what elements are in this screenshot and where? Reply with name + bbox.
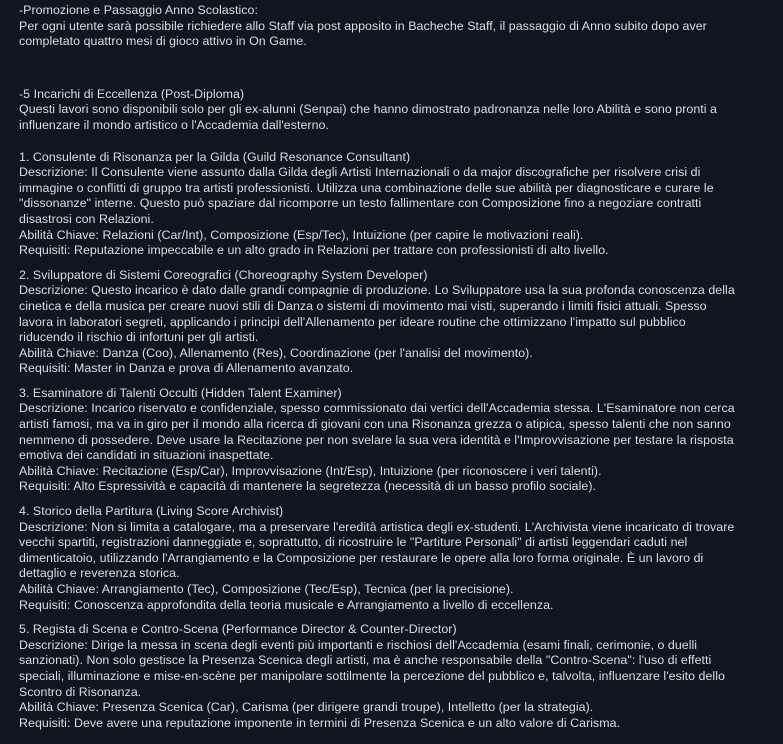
job-description-line: Descrizione: Il Consulente viene assunto dalla Gilda degli Artisti Internazionali o da major discografiche per risolvere crisi di xyxy=(19,165,701,180)
job-description-line: cinetica e della musica per creare nuovi stili di Danza o sistemi di movimento mai visti, superando i limiti fisici attuali. Spesso xyxy=(19,298,707,313)
excellence-intro-line: influenzare il mondo artistico o l'Accademia dall'esterno. xyxy=(19,117,329,132)
promotion-text-line: Per ogni utente sarà possibile richiedere allo Staff via post apposito in Bacheche Staff, il passaggio di Anno subito dopo aver xyxy=(19,18,707,33)
excellence-intro-line: Questi lavori sono disponibili solo per gli ex-alunni (Senpai) che hanno dimostrato padronanza nelle loro Abilità e sono pronti a xyxy=(19,102,717,117)
job-title: 4. Storico della Partitura (Living Score Archivist) xyxy=(19,504,284,519)
promotion-text-line: completato quattro mesi di gioco attivo in On Game. xyxy=(19,34,307,49)
promotion-paragraph xyxy=(19,3,779,50)
job-key-skills: Abilità Chiave: Danza (Coo), Allenamento (Res), Coordinazione (per l'analisi del movimento). xyxy=(19,345,533,360)
job-key-skills: Abilità Chiave: Arrangiamento (Tec), Composizione (Tec/Esp), Tecnica (per la precisione). xyxy=(19,582,514,596)
job-description-line: Descrizione: Incarico riservato e confidenziale, spesso commissionato dai vertici dell'Accademia stessa. L'Esaminatore non cerca xyxy=(19,401,735,416)
job-description-line: immagine o conflitti di gruppo tra artisti professionisti. Utilizza una combinazione delle sue abilità per diagnosticare e curare le xyxy=(19,180,714,195)
job-description-line: Scontro di Risonanza. xyxy=(19,684,142,699)
job-key-skills: Abilità Chiave: Recitazione (Esp/Car), Improvvisazione (Int/Esp), Intuizione (per riconoscere i veri talenti). xyxy=(19,463,602,478)
job-requirements: Requisiti: Master in Danza e prova di Allenamento avanzato. xyxy=(19,361,354,376)
job-description-line: nemmeno di possedere. Deve usare la Recitazione per non svelare la sua vera identità e l'Improvvisazione per testare la risposta xyxy=(19,432,734,447)
job-description-line: riducendo il rischio di infortuni per gli artisti. xyxy=(19,330,259,345)
job-title: 5. Regista di Scena e Contro-Scena (Performance Director & Counter-Director) xyxy=(19,622,457,637)
job-section-1 xyxy=(19,150,779,259)
job-requirements: Requisiti: Alto Espressività e capacità di mantenere la segretezza (necessità di un basso profilo sociale). xyxy=(19,479,596,494)
promotion-heading: -Promozione e Passaggio Anno Scolastico: xyxy=(19,3,258,17)
job-description-line: Descrizione: Dirige la messa in scena degli eventi più importanti e rischiosi dell'Accademia (esami finali, cerimonie, o duelli xyxy=(19,637,698,652)
job-section-4 xyxy=(19,504,779,613)
job-key-skills: Abilità Chiave: Presenza Scenica (Car), Carisma (per dirigere grandi troupe), Intelletto (per la strategia). xyxy=(19,700,594,715)
job-description-line: lavora in laboratori segreti, applicando i principi dell'Allenamento per ideare routine che ottimizzano l'impatto sul pubblico xyxy=(19,314,686,329)
excellence-header xyxy=(19,87,779,134)
job-section-2 xyxy=(19,268,779,377)
job-requirements: Requisiti: Conoscenza approfondita della teoria musicale e Arrangiamento a livello di eccellenza. xyxy=(19,597,554,612)
job-title: 2. Sviluppatore di Sistemi Coreografici (Choreography System Developer) xyxy=(19,267,428,282)
job-description-line: sanzionati). Non solo gestisce la Presenza Scenica degli artisti, ma è anche responsabile della "Contro-Scena": l'uso di effetti xyxy=(19,653,712,668)
job-requirements: Requisiti: Reputazione impeccabile e un alto grado in Relazioni per trattare con professionisti di alto livello. xyxy=(19,243,609,258)
job-key-skills: Abilità Chiave: Relazioni (Car/Int), Composizione (Esp/Tec), Intuizione (per capire le motivazioni reali). xyxy=(19,227,584,242)
job-description-line: "dissonanze" interne. Questo può spaziare dal ricomporre un testo fallimentare con Composizione fino a negoziare contratti xyxy=(19,196,702,211)
job-description-line: disastrosi con Relazioni. xyxy=(19,211,154,226)
excellence-heading: -5 Incarichi di Eccellenza (Post-Diploma) xyxy=(19,86,245,101)
job-description-line: artisti famosi, ma va in giro per il mondo alla ricerca di giovani con una Risonanza grezza o atipica, spesso talenti che non sanno xyxy=(19,417,731,432)
document-text xyxy=(19,3,779,731)
job-requirements: Requisiti: Deve avere una reputazione imponente in termini di Presenza Scenica e un alto valore di Carisma. xyxy=(19,715,621,730)
job-section-3 xyxy=(19,386,779,495)
job-description-line: vecchi spartiti, registrazioni danneggiate e, soprattutto, di ricostruire le "Partiture Personali" di artisti leggendari caduti nel xyxy=(19,535,688,550)
job-description-line: dimenticatoio, utilizzando l'Arrangiamento e la Composizione per restaurare le opere alla loro forma originale. È un lavoro di xyxy=(19,550,704,565)
job-title: 3. Esaminatore di Talenti Occulti (Hidden Talent Examiner) xyxy=(19,385,342,400)
job-title: 1. Consulente di Risonanza per la Gilda (Guild Resonance Consultant) xyxy=(19,149,411,164)
job-description-line: Descrizione: Non si limita a catalogare, ma a preservare l'eredità artistica degli ex-studenti. L'Archivista viene incaricato di trovare xyxy=(19,519,735,534)
job-description-line: dettaglio e reverenza storica. xyxy=(19,566,180,581)
job-description-line: emotiva dei candidati in situazioni inaspettate. xyxy=(19,448,274,463)
job-description-line: Descrizione: Questo incarico è dato dalle grandi compagnie di produzione. Lo Sviluppatore usa la sua profonda conoscenza della xyxy=(19,283,735,298)
job-section-5 xyxy=(19,622,779,731)
job-description-line: speciali, illuminazione e mise-en-scène per manipolare sottilmente la percezione del pubblico e, talvolta, influenzare l'esito dello xyxy=(19,668,725,683)
